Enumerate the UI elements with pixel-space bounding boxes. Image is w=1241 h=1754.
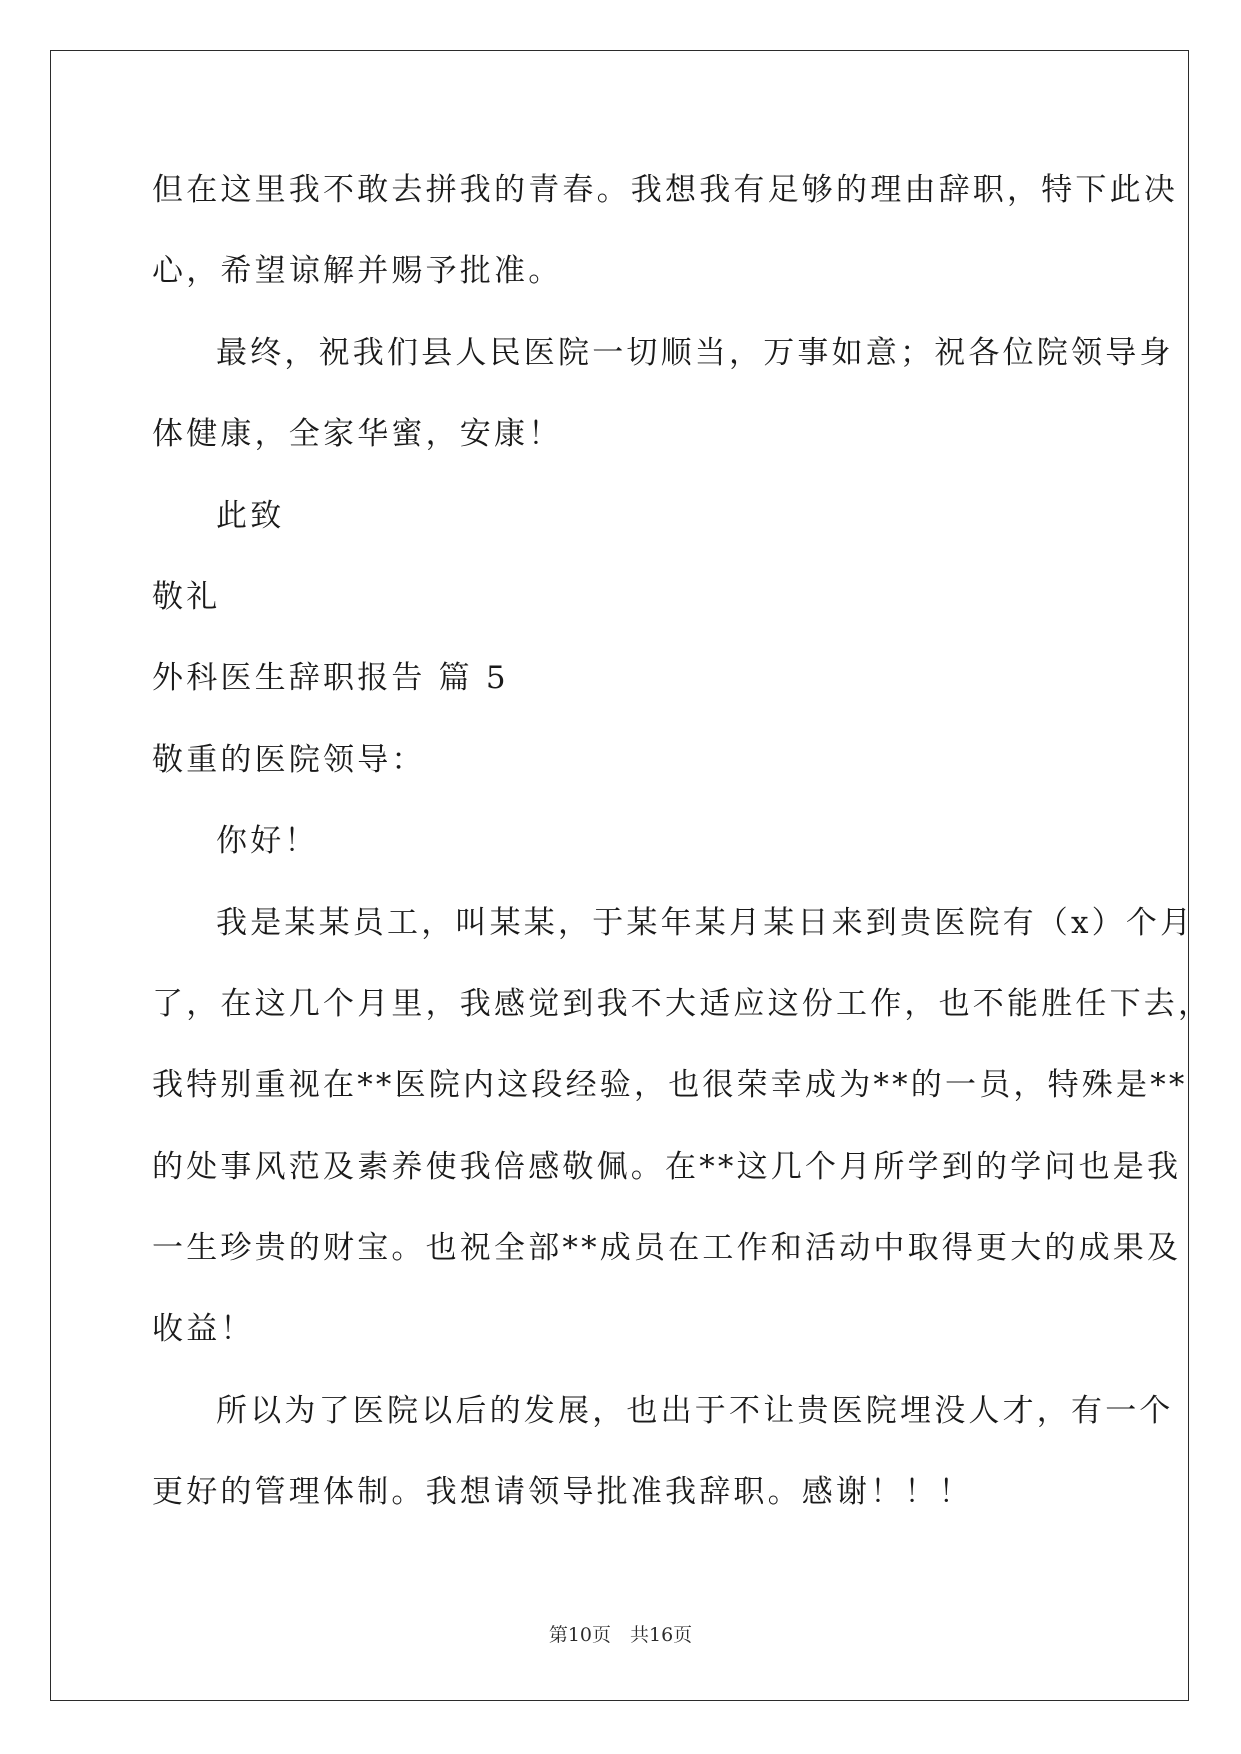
paragraph-line: 更好的管理体制。我想请领导批准我辞职。感谢！！！ [152, 1474, 973, 1511]
paragraph-line: 收益！ [152, 1311, 255, 1348]
paragraph-line: 一生珍贵的财宝。也祝全部**成员在工作和活动中取得更大的成果及 [152, 1230, 1182, 1267]
paragraph-line: 心，希望谅解并赐予批准。 [152, 253, 563, 290]
closing-salutation: 此致 [216, 497, 285, 534]
page-number-footer: 第10页 共16页 [548, 1624, 693, 1646]
closing-regards: 敬礼 [152, 578, 221, 615]
paragraph-line: 我特别重视在**医院内这段经验，也很荣幸成为**的一员，特殊是** [152, 1067, 1188, 1104]
document-body [152, 163, 1213, 1547]
greeting-line: 你好！ [216, 823, 319, 860]
paragraph-line: 体健康，全家华蜜，安康！ [152, 416, 563, 453]
paragraph-line: 所以为了医院以后的发展，也出于不让贵医院埋没人才，有一个 [216, 1392, 1174, 1429]
paragraph-line: 我是某某员工，叫某某，于某年某月某日来到贵医院有（x）个月 [216, 904, 1195, 941]
section-title: 外科医生辞职报告 篇 5 [152, 660, 509, 697]
paragraph-line: 最终，祝我们县人民医院一切顺当，万事如意；祝各位院领导身 [216, 334, 1174, 371]
paragraph-line: 了，在这几个月里，我感觉到我不大适应这份工作，也不能胜任下去， [152, 985, 1213, 1022]
paragraph-line: 的处事风范及素养使我倍感敬佩。在**这几个月所学到的学问也是我 [152, 1148, 1182, 1185]
paragraph-line: 但在这里我不敢去拼我的青春。我想我有足够的理由辞职，特下此决 [152, 172, 1178, 208]
letter-salutation: 敬重的医院领导： [152, 741, 426, 778]
